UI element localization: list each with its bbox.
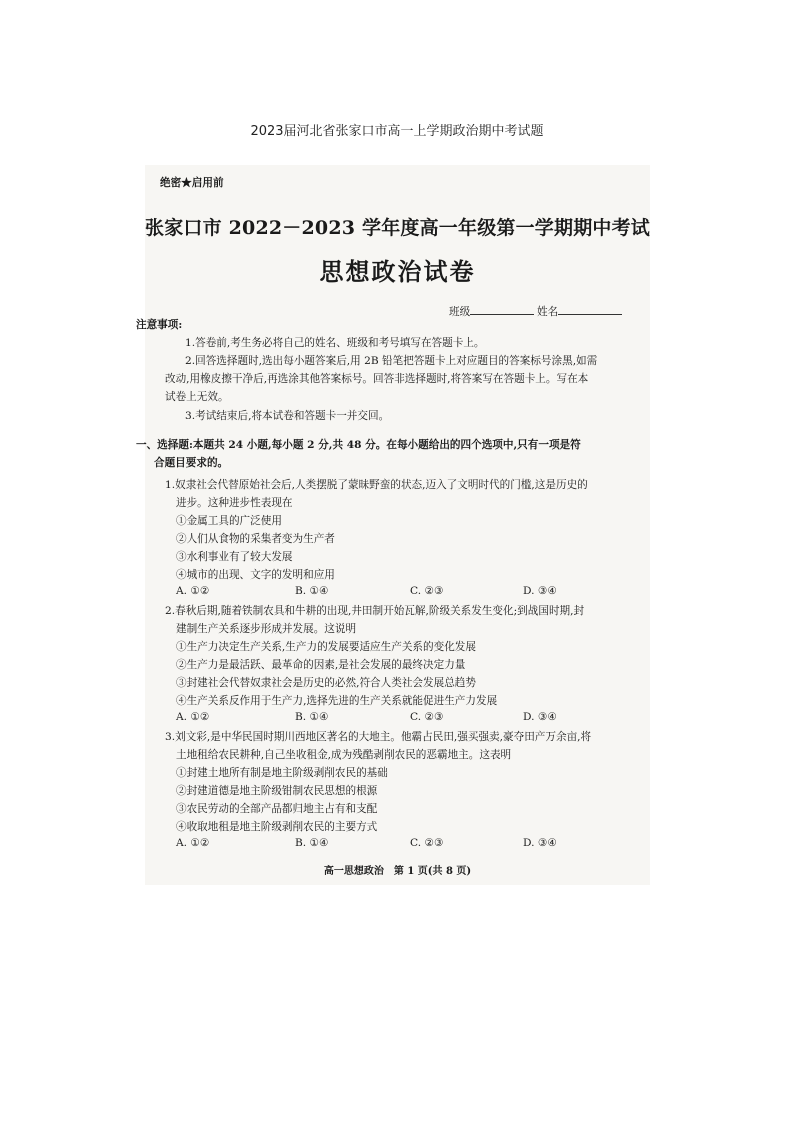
class-field bbox=[449, 304, 534, 319]
statement: ④生产关系反作用于生产力,选择先进的生产关系就能促进生产力发展 bbox=[176, 695, 498, 707]
statement: ②生产力是最活跃、最革命的因素,是社会发展的最终决定力量 bbox=[176, 659, 466, 671]
statement: ①封建土地所有制是地主阶级剥削农民的基础 bbox=[176, 767, 388, 779]
page-title: 2023届河北省张家口市高一上学期政治期中考试题 bbox=[250, 124, 544, 139]
option-d: D. ③④ bbox=[523, 711, 557, 723]
option-b: B. ①④ bbox=[295, 711, 329, 723]
statement: ①金属工具的广泛使用 bbox=[176, 515, 282, 527]
question-2-text: 建制生产关系逐步形成并发展。这说明 bbox=[176, 623, 357, 635]
option-d: D. ③④ bbox=[523, 585, 557, 597]
subject-title: 思想政治试卷 bbox=[319, 257, 476, 286]
option-c: C. ②③ bbox=[410, 585, 444, 597]
scanned-exam-page bbox=[136, 165, 650, 885]
page-footer: 高一思想政治 第 1 页(共 8 页) bbox=[323, 866, 472, 877]
statement: ②封建道德是地主阶级钳制农民思想的根源 bbox=[176, 785, 378, 797]
name-blank bbox=[558, 304, 622, 315]
class-blank bbox=[470, 304, 534, 315]
name-label: 姓名 bbox=[537, 306, 559, 318]
question-1-text: 进步。这种进步性表现在 bbox=[176, 497, 293, 509]
statement: ④收取地租是地主阶级剥削农民的主要方式 bbox=[176, 821, 378, 833]
option-b: B. ①④ bbox=[295, 837, 329, 849]
question-2-text: 2.春秋后期,随着铁制农具和牛耕的出现,井田制开始瓦解,阶级关系发生变化;到战国时期,封 bbox=[165, 605, 585, 617]
name-field bbox=[537, 304, 622, 319]
section-heading: 一、选择题:本题共 24 小题,每小题 2 分,共 48 分。在每小题给出的四个选项中,只有一项是符 bbox=[136, 439, 581, 451]
exam-title: 张家口市 2022－2023 学年度高一年级第一学期期中考试 bbox=[145, 217, 650, 239]
class-label: 班级 bbox=[449, 306, 471, 318]
question-1-text: 1.奴隶社会代替原始社会后,人类摆脱了蒙昧野蛮的状态,迈入了文明时代的门槛,这是历史的 bbox=[165, 479, 588, 491]
notice-title: 注意事项: bbox=[136, 319, 183, 331]
option-a: A. ①② bbox=[176, 837, 210, 849]
notice-item: 试卷上无效。 bbox=[165, 391, 229, 403]
statement: ④城市的出现、文字的发明和应用 bbox=[176, 569, 335, 581]
notice-item: 3.考试结束后,将本试卷和答题卡一并交回。 bbox=[185, 410, 390, 422]
notice-item: 2.回答选择题时,选出每小题答案后,用 2B 铅笔把答题卡上对应题目的答案标号涂黑,如需 bbox=[185, 355, 598, 367]
option-a: A. ①② bbox=[176, 585, 210, 597]
option-c: C. ②③ bbox=[410, 711, 444, 723]
statement: ③农民劳动的全部产品都归地主占有和支配 bbox=[176, 803, 378, 815]
section-heading-cont: 合题目要求的。 bbox=[154, 457, 229, 469]
statement: ①生产力决定生产关系,生产力的发展要适应生产关系的变化发展 bbox=[176, 641, 476, 653]
notice-item: 改动,用橡皮擦干净后,再选涂其他答案标号。回答非选择题时,将答案写在答题卡上。写在本 bbox=[165, 373, 589, 385]
option-d: D. ③④ bbox=[523, 837, 557, 849]
notice-item: 1.答卷前,考生务必将自己的姓名、班级和考号填写在答题卡上。 bbox=[185, 337, 485, 349]
question-3-text: 土地租给农民耕种,自己坐收租金,成为残酷剥削农民的恶霸地主。这表明 bbox=[176, 749, 512, 761]
statement: ③封建社会代替奴隶社会是历史的必然,符合人类社会发展总趋势 bbox=[176, 677, 476, 689]
statement: ③水利事业有了较大发展 bbox=[176, 551, 293, 563]
option-b: B. ①④ bbox=[295, 585, 329, 597]
option-c: C. ②③ bbox=[410, 837, 444, 849]
secret-label: 绝密★启用前 bbox=[160, 177, 224, 189]
question-3-text: 3.刘文彩,是中华民国时期川西地区著名的大地主。他霸占民田,强买强卖,豪夺田产万余亩,将 bbox=[165, 731, 592, 743]
option-a: A. ①② bbox=[176, 711, 210, 723]
statement: ②人们从食物的采集者变为生产者 bbox=[176, 533, 335, 545]
